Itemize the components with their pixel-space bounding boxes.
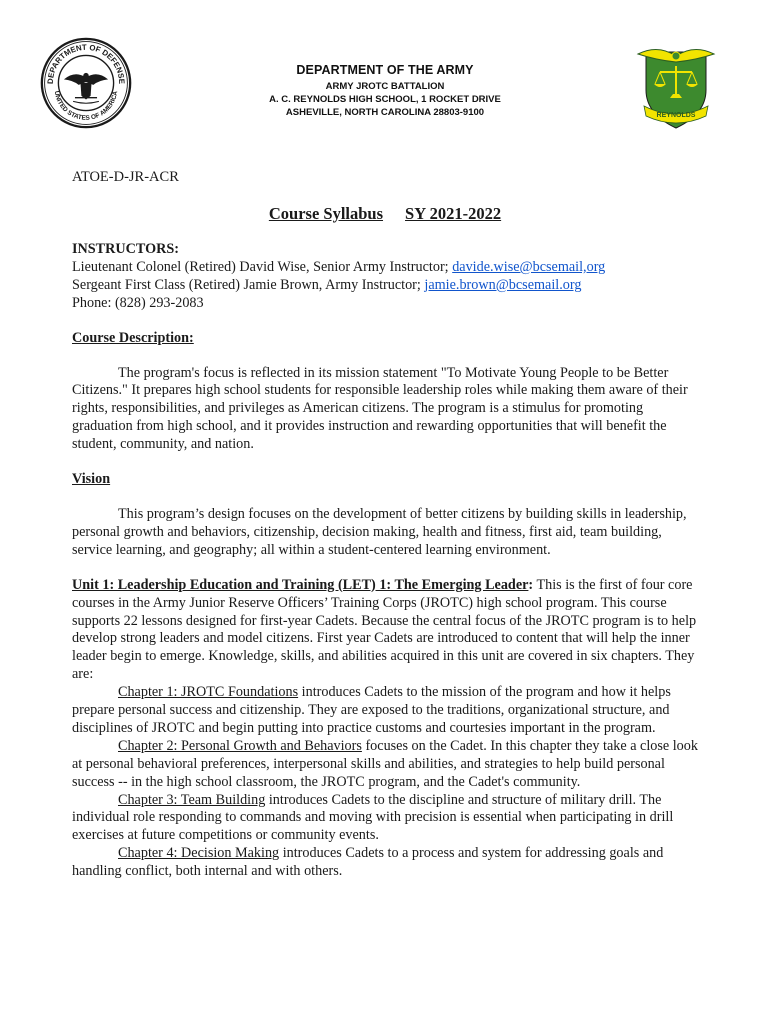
unit-1-text: This is the first of four core courses in the Army Junior Reserve Officers’ Training Corps (JROTC) high school program. This course supports 22 lessons designed for first-year Cadets. Because the central focus of the JROTC program is to help develop strong leaders and model citizens. First year Cadets are introduced to content that will help the inner leader begin to emerge. Knowledge, skills, and abilities acquired in this unit are covered in six chapters. They are:	[72, 576, 697, 683]
instructor-2-email-link[interactable]: jamie.brown@bcsemail.org	[424, 276, 582, 293]
chapter-2-paragraph	[72, 738, 704, 792]
unit-1-title: Unit 1: Leadership Education and Training (LET) 1: The Emerging Leader	[72, 576, 529, 593]
reynolds-jrotc-crest-icon	[636, 40, 716, 130]
instructor-line	[72, 259, 704, 277]
syllabus-body	[72, 241, 704, 881]
chapter-1-paragraph	[72, 684, 704, 738]
course-description-heading: Course Description:	[72, 329, 194, 346]
chapter-4-paragraph	[72, 845, 704, 881]
instructor-1-name: Lieutenant Colonel (Retired) David Wise, Senior Army Instructor;	[72, 258, 453, 275]
unit-1-paragraph	[72, 577, 704, 684]
instructor-1-email-link[interactable]: davide.wise@bcsemail,org	[452, 258, 606, 275]
title-course: Course Syllabus	[268, 204, 384, 223]
chapter-2-text: focuses on the Cadet. In this chapter they take a close look at personal behavioral preferences, interpersonal skills and abilities, and strategies to help build personal success -- in the high school classroom, the JROTC program, and the Cadet's community.	[72, 737, 698, 790]
chapter-3-paragraph	[72, 792, 704, 846]
vision-text: This program’s design focuses on the development of better citizens by building skills in leadership, personal growth and behaviors, citizenship, decision making, health and fitness, first aid, team building, service learning, and geography; all within a student-centered learning environment.	[72, 505, 687, 558]
letterhead-department: DEPARTMENT OF THE ARMY	[296, 63, 474, 77]
svg-text:UNITED STATES OF AMERICA: UNITED STATES OF AMERICA	[52, 90, 120, 122]
chapter-3-title: Chapter 3: Team Building	[118, 791, 266, 808]
svg-text:DEPARTMENT OF DEFENSE: DEPARTMENT OF DEFENSE	[45, 42, 127, 85]
crest-banner-text: REYNOLDS	[656, 112, 696, 119]
unit-1-colon: :	[528, 576, 534, 593]
letterhead-battalion: ARMY JROTC BATTALION	[325, 81, 445, 92]
vision-heading: Vision	[72, 471, 111, 488]
office-symbol: ATOE-D-JR-ACR	[72, 169, 179, 185]
instructor-2-name: Sergeant First Class (Retired) Jamie Brown, Army Instructor;	[72, 276, 425, 293]
chapter-4-title: Chapter 4: Decision Making	[118, 845, 280, 862]
letterhead-school: A. C. REYNOLDS HIGH SCHOOL, 1 ROCKET DRIVE	[269, 94, 501, 105]
letterhead	[200, 62, 570, 119]
chapter-2-title: Chapter 2: Personal Growth and Behaviors	[118, 737, 362, 754]
chapter-1-title: Chapter 1: JROTC Foundations	[118, 684, 299, 701]
course-description-text: The program's focus is reflected in its mission statement "To Motivate Young People to be Better Citizens." It prepares high school students for responsible leadership roles while making them aware of their rights, responsibilities, and privileges as American citizens. The program is a stimulus for promoting graduation from high school, and it provides instruction and rewarding opportunities that will benefit the student, community, and nation.	[72, 364, 688, 453]
chapter-3-text: introduces Cadets to the discipline and structure of military drill. The individual role responding to commands and moving with precision is essential when participating in drill exercises at future competitions or community events.	[72, 791, 674, 844]
page-title	[0, 204, 770, 224]
dod-seal-icon	[40, 37, 132, 129]
letterhead-city: ASHEVILLE, NORTH CAROLINA 28803-9100	[285, 107, 485, 118]
instructors-heading: INSTRUCTORS:	[72, 241, 179, 257]
chapter-4-text: introduces Cadets to a process and system for addressing goals and handling conflict, both internal and with others.	[72, 845, 664, 880]
title-school-year: SY 2021-2022	[405, 204, 502, 223]
phone-line: Phone: (828) 293-2083	[72, 294, 204, 311]
chapter-1-text: introduces Cadets to the mission of the program and how it helps prepare personal success and citizenship. They are exposed to the traditions, organizational structure, and disciplines of JROTC and begin putting into practice customs and courtesies important in the program.	[72, 684, 671, 736]
instructor-line	[72, 277, 704, 295]
